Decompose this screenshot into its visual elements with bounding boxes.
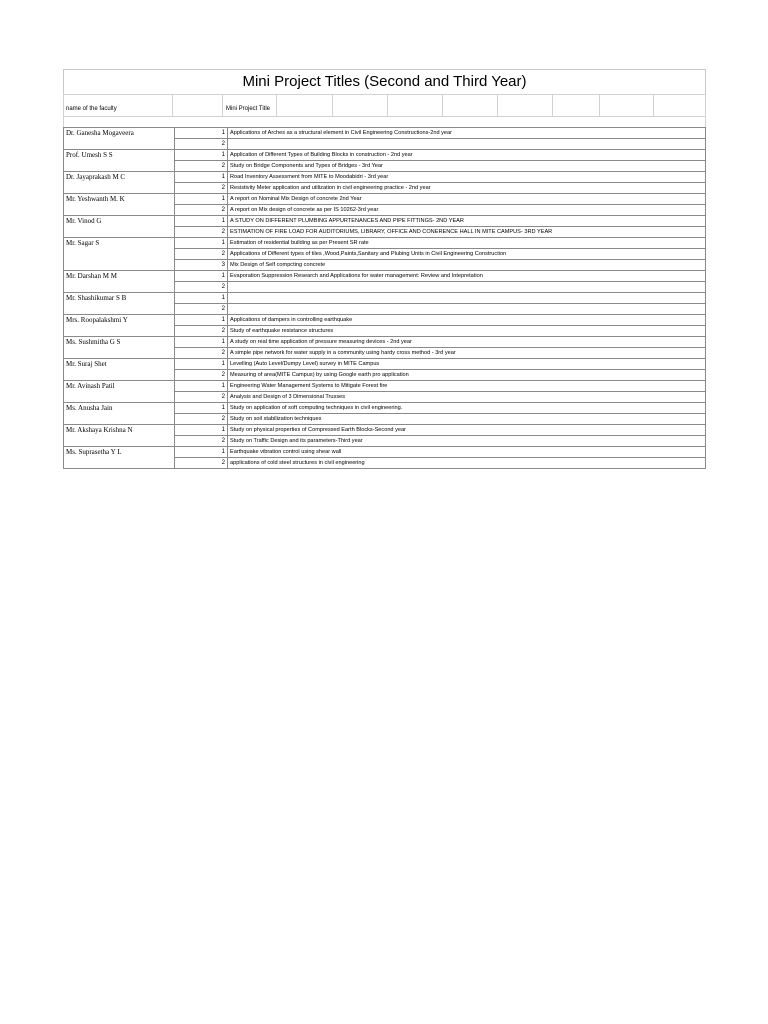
faculty-name: Mr. Yeshwanth M. K — [64, 194, 175, 216]
project-title: Measuring of area(MITE Campus) by using Google earth pro application — [228, 370, 706, 381]
project-number: 2 — [175, 139, 228, 150]
spreadsheet — [63, 69, 706, 469]
table-row — [64, 315, 706, 326]
project-title: Estimation of residential building as per Present SR rate — [228, 238, 706, 249]
project-number: 1 — [175, 216, 228, 227]
project-title: Study on Traffic Design and its parameters-Third year — [228, 436, 706, 447]
project-title: A report on Nominal Mix Design of concrete 2nd Year — [228, 194, 706, 205]
project-title: Study of earthquake resistance structures — [228, 326, 706, 337]
project-title: Study on soil stabilization techniques — [228, 414, 706, 425]
project-number: 1 — [175, 238, 228, 249]
table-row — [64, 447, 706, 458]
faculty-name: Mr. Akshaya Krishna N — [64, 425, 175, 447]
faculty-name: Ms. Suprasetha Y L — [64, 447, 175, 469]
project-number: 1 — [175, 337, 228, 348]
faculty-name: Ms. Anusha Jain — [64, 403, 175, 425]
project-title: Study on physical properties of Compressed Earth Blocks-Second year — [228, 425, 706, 436]
project-number: 2 — [175, 458, 228, 469]
table-row — [64, 238, 706, 249]
project-title: applications of cold steel structures in civil engineering — [228, 458, 706, 469]
table-row — [64, 381, 706, 392]
project-number: 1 — [175, 150, 228, 161]
project-column-header: Mini Project Title — [226, 106, 271, 112]
table-row — [64, 194, 706, 205]
table-row — [64, 128, 706, 139]
project-title: Applications of Arches as a structural element in Civil Engineering Constructions-2nd year — [228, 128, 706, 139]
project-number: 1 — [175, 128, 228, 139]
faculty-name: Mr. Shashikumar S B — [64, 293, 175, 315]
faculty-column-header: name of the faculty — [66, 106, 117, 112]
table-row — [64, 403, 706, 414]
project-title — [228, 293, 706, 304]
project-number: 2 — [175, 227, 228, 238]
project-number: 1 — [175, 403, 228, 414]
project-title: A report on Mix design of concrete as per IS 10262-3rd year — [228, 205, 706, 216]
project-number: 1 — [175, 425, 228, 436]
table-row — [64, 425, 706, 436]
project-number: 2 — [175, 326, 228, 337]
faculty-name: Dr. Ganesha Mogaveera — [64, 128, 175, 150]
table-row — [64, 172, 706, 183]
project-number: 1 — [175, 447, 228, 458]
project-title: Earthquake vibration control using shear wall — [228, 447, 706, 458]
project-number: 1 — [175, 271, 228, 282]
project-title — [228, 282, 706, 293]
faculty-name: Mr. Darshan M M — [64, 271, 175, 293]
table-row — [64, 271, 706, 282]
faculty-name: Mr. Suraj Shet — [64, 359, 175, 381]
project-title: Levelling (Auto Level/Dumpy Level) survey in MITE Campus — [228, 359, 706, 370]
project-title: Applications of dampers in controlling earthquake — [228, 315, 706, 326]
faculty-name: Mr. Avinash Patil — [64, 381, 175, 403]
page-title: Mini Project Titles (Second and Third Year) — [63, 69, 706, 94]
project-title: Study on application of soft computing techniques in civil engineering. — [228, 403, 706, 414]
project-title: Resistivity Meter application and utilization in civil engineering practice - 2nd year — [228, 183, 706, 194]
project-title: Applications of Different types of tiles ,Wood,Paints,Sanitary and Plubing Units in Civil Engineering Construction — [228, 249, 706, 260]
project-number: 3 — [175, 260, 228, 271]
project-table — [63, 127, 706, 469]
faculty-name: Dr. Jayaprakash M C — [64, 172, 175, 194]
project-title: Study on Bridge Components and Types of Bridges - 3rd Year — [228, 161, 706, 172]
project-title: Application of Different Types of Building Blocks in construction - 2nd year — [228, 150, 706, 161]
project-number: 2 — [175, 436, 228, 447]
project-number: 1 — [175, 381, 228, 392]
project-title: ESTIMATION OF FIRE LOAD FOR AUDITORIUMS, LIBRARY, OFFICE AND CONERENCE HALL IN MITE CAMPUS- 3RD YEAR — [228, 227, 706, 238]
project-number: 1 — [175, 293, 228, 304]
project-title: Engineering Water Management Systems to Mitigate Forest fire — [228, 381, 706, 392]
project-title: Mix Design of Self compcting concrete — [228, 260, 706, 271]
header-row — [63, 94, 706, 117]
project-number: 2 — [175, 205, 228, 216]
project-title: A study on real time application of pressure measuring devices - 2nd year — [228, 337, 706, 348]
project-title: Evaporation Suppression Research and Applications for water management: Review and Intepretation — [228, 271, 706, 282]
project-number: 2 — [175, 370, 228, 381]
faculty-name: Mrs. Roopalakshmi Y — [64, 315, 175, 337]
table-row — [64, 293, 706, 304]
faculty-name: Ms. Sushmitha G S — [64, 337, 175, 359]
project-title: A simple pipe network for water supply in a community using hardy cross method - 3rd year — [228, 348, 706, 359]
project-title: A STUDY ON DIFFERENT PLUMBING APPURTENANCES AND PIPE FITTINGS- 2ND YEAR — [228, 216, 706, 227]
faculty-name: Mr. Sagar S — [64, 238, 175, 271]
spacer-row — [63, 117, 706, 127]
table-row — [64, 216, 706, 227]
project-number: 1 — [175, 172, 228, 183]
project-title: Analysis and Design of 3 Dimensional Trusses — [228, 392, 706, 403]
project-number: 1 — [175, 359, 228, 370]
project-title — [228, 304, 706, 315]
project-number: 1 — [175, 315, 228, 326]
project-number: 2 — [175, 414, 228, 425]
project-number: 2 — [175, 392, 228, 403]
faculty-name: Mr. Vinod G — [64, 216, 175, 238]
project-title — [228, 139, 706, 150]
project-number: 2 — [175, 161, 228, 172]
faculty-name: Prof. Umesh S S — [64, 150, 175, 172]
project-number: 1 — [175, 194, 228, 205]
table-row — [64, 150, 706, 161]
project-number: 2 — [175, 304, 228, 315]
table-row — [64, 359, 706, 370]
project-number: 2 — [175, 282, 228, 293]
table-row — [64, 337, 706, 348]
project-title: Road Inventory Assessment from MITE to Moodabidri - 3rd year — [228, 172, 706, 183]
project-number: 2 — [175, 183, 228, 194]
project-number: 2 — [175, 348, 228, 359]
project-number: 2 — [175, 249, 228, 260]
